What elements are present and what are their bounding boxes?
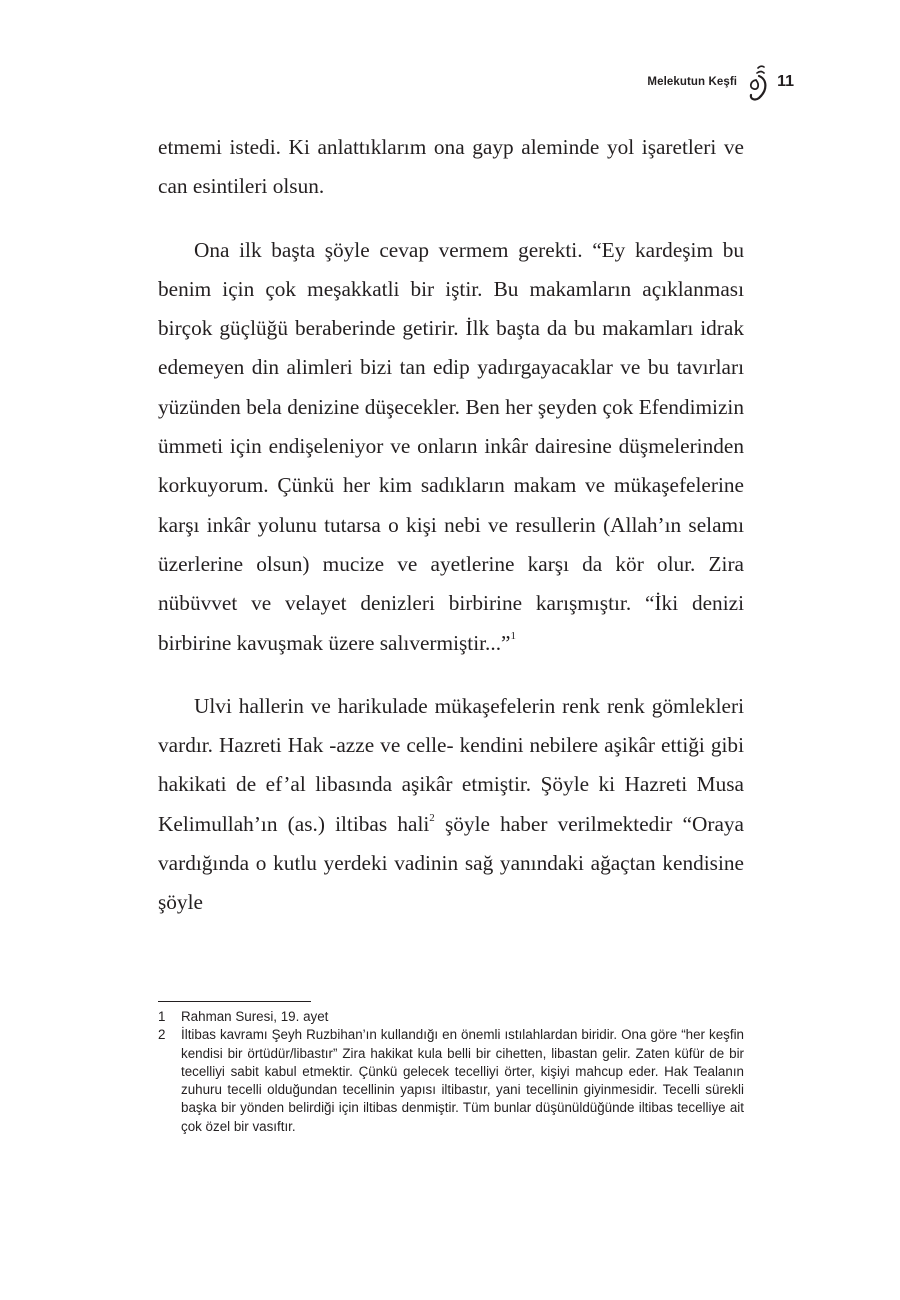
footnote-text: Rahman Suresi, 19. ayet — [181, 1009, 329, 1024]
paragraph-text: şöyle haber verilmektedir “Oraya vardığında o kutlu yerdeki vadinin sağ yanındaki ağaçtan kendisine şöyle — [158, 811, 745, 915]
footnotes — [158, 1008, 744, 1136]
page-header — [647, 62, 794, 102]
footnote-text: İltibas kavramı Şeyh Ruzbihan’ın kullandığı en önemli ıstılahlardan biridir. Ona göre “her keşfin kendisi bir örtüdür/libastır” Zira hakikat kula belli bir cihetten, libastan gelir. Zaten küfür de bir tecelliyi sabit kabul etmektir. Çünkü gelecek tecelliyi örter, kişiyi mahcup eder. Hak Tealanın zuhuru tecelli olduğundan tecellinin yapısı iltibastır, yani tecellinin giyinmesidir. Tecelli sürekli başka bir yönden belirdiği için iltibas denmiştir. Tüm bunlar düşünüldüğünde iltibas tecelliye ait çok özel bir vasıftır. — [181, 1027, 744, 1134]
footnote — [158, 1026, 744, 1136]
page-number: 11 — [777, 73, 794, 90]
footnote — [158, 1008, 744, 1026]
paragraph — [158, 231, 744, 663]
running-title: Melekutun Keşfi — [647, 76, 738, 88]
paragraph-text: Ona ilk başta şöyle cevap vermem gerekti. “Ey kardeşim bu benim için çok meşakkatli bir iştir. Bu makamların açıklanması birçok güçlüğü beraberinde getirir. İlk başta da bu makamları idrak edemeyen din alimleri bizi tan edip yadırgayacaklar ve bu tavırları yüzünden bela denizine düşecekler. Ben her şeyden çok Efendimizin ümmeti için endişeleniyor ve onların inkâr dairesine düşmelerinden korkuyorum. Çünkü her kim sadıkların makam ve mükaşefelerine karşı inkâr yolunu tutarsa o kişi nebi ve resullerin (Allah’ın selamı üzerlerine olsun) mucize ve ayetlerine karşı da kör olur. Zira nübüvvet ve velayet denizleri birbirine karışmıştır. “İki denizi birbirine kavuşmak üzere salıvermiştir...” — [158, 237, 744, 655]
footnote-divider — [158, 1001, 311, 1002]
paragraph — [158, 687, 744, 923]
paragraph: etmemi istedi. Ki anlattıklarım ona gayp aleminde yol işaretleri ve can esintileri olsun. — [158, 135, 744, 199]
paragraph-text: Ulvi hallerin ve harikulade mükaşefelerin renk renk gömlekleri vardır. Hazreti Hak -azze ve celle- kendini nebilere aşikâr ettiği gibi hakikati de ef’al libasında aşikâr etmiştir. Şöyle ki Hazreti Musa Kelimullah’ın (as.) iltibas hali — [158, 693, 744, 836]
footnote-reference: 2 — [429, 811, 435, 824]
main-text — [158, 128, 744, 947]
calligraphic-ornament-icon — [743, 62, 769, 102]
footnote-number: 1 — [158, 1009, 166, 1024]
footnote-number: 2 — [158, 1027, 166, 1043]
footnote-reference: 1 — [510, 630, 516, 643]
